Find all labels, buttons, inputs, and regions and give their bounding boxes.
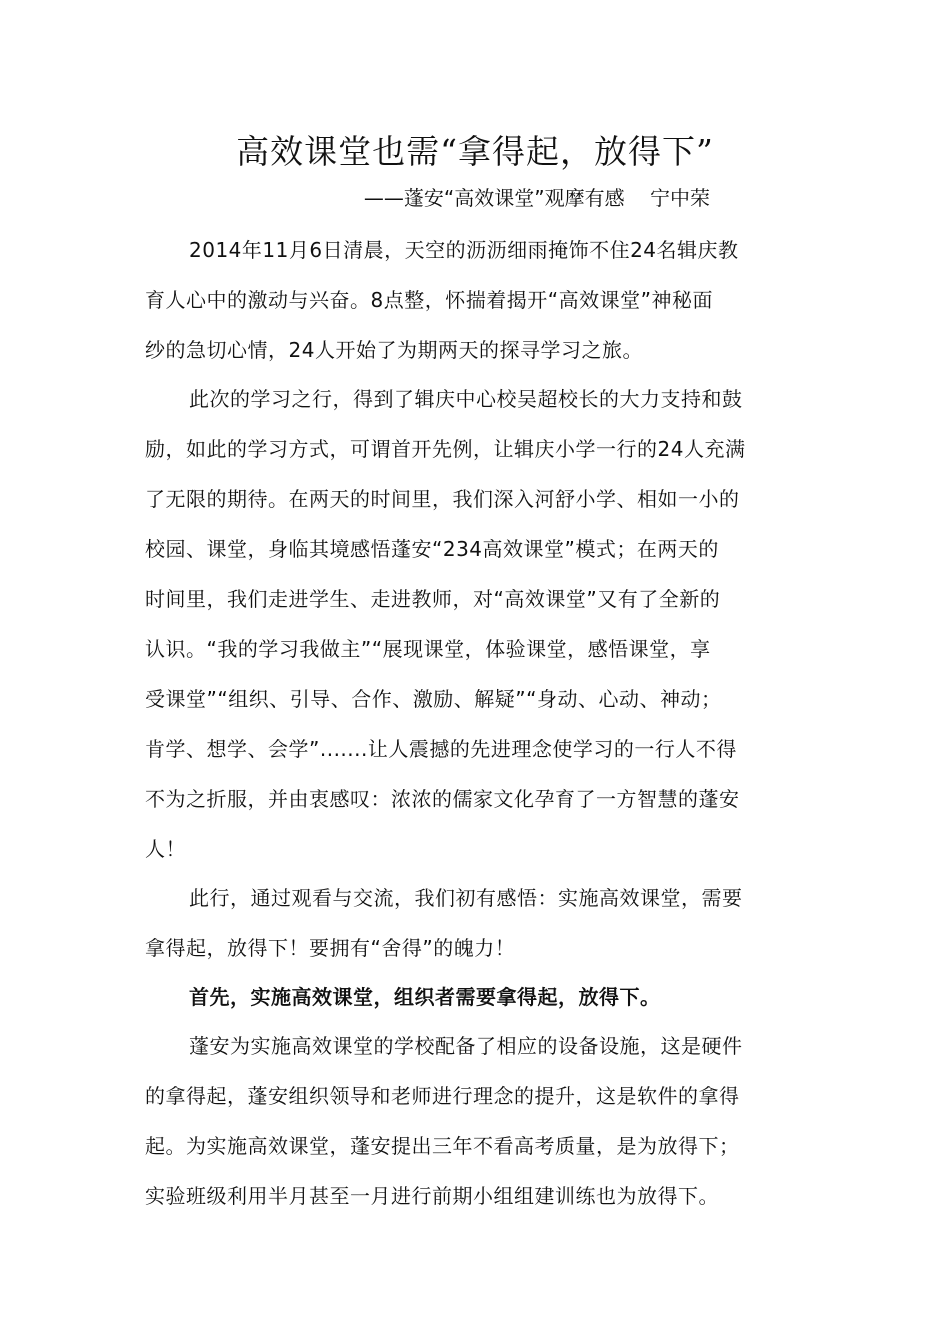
text-line: 的拿得起，蓬安组织领导和老师进行理念的提升，这是软件的拿得	[145, 1084, 740, 1108]
text-line: 了无限的期待。在两天的时间里，我们深入河舒小学、相如一小的	[145, 487, 740, 511]
document-title: 高效课堂也需“拿得起，放得下”	[236, 132, 714, 171]
section-heading	[145, 979, 810, 1015]
text-line: 人！	[145, 837, 186, 861]
text-line: 实验班级利用半月甚至一月进行前期小组组建训练也为放得下。	[145, 1184, 719, 1208]
text-line: 起。为实施高效课堂，蓬安提出三年不看高考质量，是为放得下；	[145, 1134, 740, 1158]
text-line: 此行，通过观看与交流，我们初有感悟：实施高效课堂，需要	[189, 886, 743, 910]
text-line: 蓬安为实施高效课堂的学校配备了相应的设备设施，这是硬件	[189, 1034, 743, 1058]
text-line: 育人心中的激动与兴奋。8点整，怀揣着揭开“高效课堂”神秘面	[145, 288, 713, 312]
text-line: 拿得起，放得下！要拥有“舍得”的魄力！	[145, 936, 516, 960]
document-subtitle: ——蓬安“高效课堂”观摩有感 宁中荣	[363, 186, 710, 210]
text-line: 不为之折服，并由衷感叹：浓浓的儒家文化孕育了一方智慧的蓬安	[145, 787, 740, 811]
text-line: 纱的急切心情，24人开始了为期两天的探寻学习之旅。	[145, 338, 643, 362]
text-line: 认识。“我的学习我做主”“展现课堂，体验课堂，感悟课堂，享	[145, 637, 711, 661]
document-body	[145, 232, 810, 1227]
text-line: 校园、课堂，身临其境感悟蓬安“234高效课堂”模式；在两天的	[145, 537, 719, 561]
text-line: 首先，实施高效课堂，组织者需要拿得起，放得下。	[189, 985, 661, 1009]
text-line: 受课堂”“组织、引导、合作、激励、解疑”“身动、心动、神动；	[145, 687, 722, 711]
text-line: 时间里，我们走进学生、走进教师，对“高效课堂”又有了全新的	[145, 587, 721, 611]
paragraph	[145, 381, 810, 867]
paragraph	[145, 232, 810, 368]
paragraph	[145, 1028, 810, 1214]
text-line: 肯学、想学、会学”.......让人震撼的先进理念使学习的一行人不得	[145, 737, 737, 761]
text-line: 2014年11月6日清晨，天空的沥沥细雨掩饰不住24名辑庆教	[189, 238, 739, 262]
text-line: 励，如此的学习方式，可谓首开先例，让辑庆小学一行的24人充满	[145, 437, 746, 461]
paragraph	[145, 880, 810, 966]
text-line: 此次的学习之行，得到了辑庆中心校吴超校长的大力支持和鼓	[189, 387, 743, 411]
